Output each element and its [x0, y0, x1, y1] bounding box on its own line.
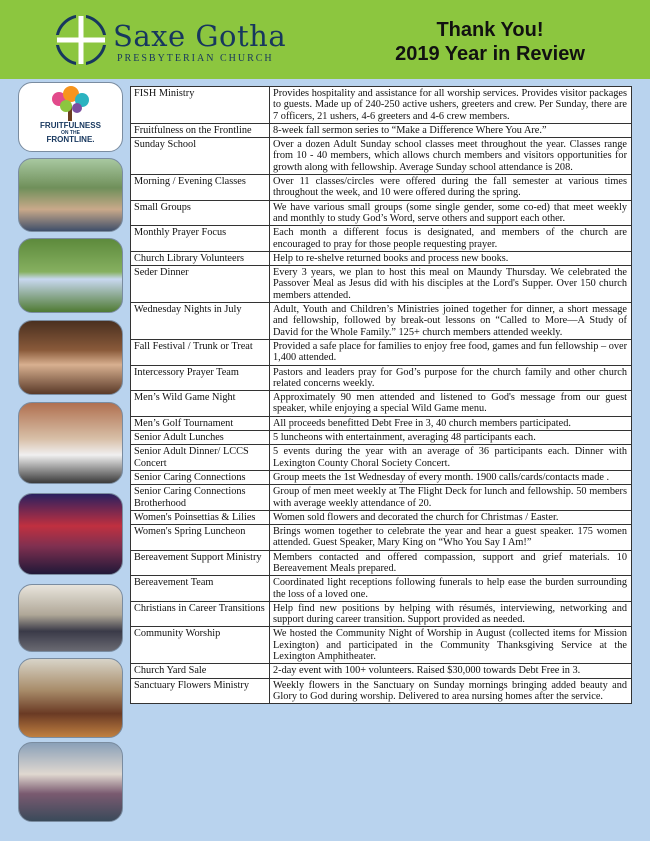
logo-text-1: FRUITFULNESS — [40, 121, 101, 130]
table-row — [131, 576, 632, 602]
ministry-description: Help to re-shelve returned books and process new books. — [270, 251, 632, 265]
ministry-name: Wednesday Nights in July — [131, 303, 270, 340]
table-row — [131, 303, 632, 340]
ministry-name: Senior Caring Connections — [131, 470, 270, 484]
title-line-2: 2019 Year in Review — [395, 43, 585, 65]
ministry-name: Church Yard Sale — [131, 664, 270, 678]
table-row — [131, 525, 632, 551]
ministry-description: Pastors and leaders pray for God’s purpose for the church family and other church related concerns weekly. — [270, 365, 632, 391]
ministry-name: Morning / Evening Classes — [131, 175, 270, 201]
sunday-school-photo — [18, 158, 123, 232]
ministry-description: 2-day event with 100+ volunteers. Raised $30,000 towards Debt Free in 3. — [270, 664, 632, 678]
youth-group-photo — [18, 402, 123, 484]
ministry-name: Women's Spring Luncheon — [131, 525, 270, 551]
table-row — [131, 251, 632, 265]
ministry-description: Approximately 90 men attended and listened to God's message from our guest speaker, while enjoying a special Wild Game menu. — [270, 391, 632, 417]
ministry-description: Group of men meet weekly at The Flight Deck for lunch and fellowship. 50 members with average weekly attendance of 20. — [270, 485, 632, 511]
logo-text-2: ON THE — [61, 129, 80, 136]
table-row — [131, 200, 632, 226]
ministry-name: Sunday School — [131, 138, 270, 175]
church-subtitle: PRESBYTERIAN CHURCH — [117, 53, 274, 64]
seder-dinner-photo — [18, 320, 123, 395]
ministry-name: Sanctuary Flowers Ministry — [131, 678, 270, 704]
ministry-description: Over 11 classes/circles were offered during the fall semester at various times throughout the week, and 10 were offered during the spring. — [270, 175, 632, 201]
ministry-description: All proceeds benefitted Debt Free in 3, 40 church members participated. — [270, 416, 632, 430]
ministry-name: FISH Ministry — [131, 87, 270, 124]
ministry-name: Women's Poinsettias & Lilies — [131, 510, 270, 524]
fruitfulness-logo-image — [18, 82, 123, 152]
ministry-description: Members contacted and offered compassion, support and grief materials. 10 Bereavement Meals prepared. — [270, 550, 632, 576]
table-row — [131, 678, 632, 704]
ministry-name: Men’s Golf Tournament — [131, 416, 270, 430]
cross-logo-icon — [55, 14, 107, 66]
ministry-description: Brings women together to celebrate the year and hear a guest speaker. 175 women attended. Guest Speaker, Mary King on “Who You Say I Am!” — [270, 525, 632, 551]
table-row — [131, 664, 632, 678]
ministry-name: Fruitfulness on the Frontline — [131, 123, 270, 137]
ministry-name: Bereavement Support Ministry — [131, 550, 270, 576]
flowers-ministry-photo — [18, 742, 123, 822]
ministry-name: Senior Adult Dinner/ LCCS Concert — [131, 445, 270, 471]
senior-group-photo — [18, 584, 123, 652]
ministry-description: We have various small groups (some single gender, some co-ed) that meet weekly and monthly to study God’s Word, serve others and support each other. — [270, 200, 632, 226]
page-title — [330, 18, 650, 66]
wild-game-night-photo — [18, 493, 123, 575]
table-row — [131, 87, 632, 124]
table-row — [131, 123, 632, 137]
ministry-description: Adult, Youth and Children’s Ministries joined together for dinner, a short message and fellowship, followed by break-out lessons on “Called to More—A Study of David for the Whole Family.” 125+ church members attended weekly. — [270, 303, 632, 340]
table-row — [131, 391, 632, 417]
ministry-description: Weekly flowers in the Sanctuary on Sunday mornings bringing added beauty and Glory to God during worship. Delivered to area nursing homes after the service. — [270, 678, 632, 704]
ministry-name: Community Worship — [131, 627, 270, 664]
header-banner — [0, 0, 650, 79]
table-row — [131, 431, 632, 445]
ministry-name: Church Library Volunteers — [131, 251, 270, 265]
table-row — [131, 266, 632, 303]
ministry-description: Coordinated light receptions following funerals to help ease the burden surrounding the loss of a loved one. — [270, 576, 632, 602]
table-row — [131, 138, 632, 175]
ministry-description: 5 events during the year with an average of 36 participants each. Dinner with Lexington County Choral Society Concert. — [270, 445, 632, 471]
table-row — [131, 601, 632, 627]
table-row — [131, 175, 632, 201]
table-row — [131, 470, 632, 484]
table-row — [131, 416, 632, 430]
table-row — [131, 510, 632, 524]
table-row — [131, 485, 632, 511]
table-row — [131, 226, 632, 252]
table-row — [131, 445, 632, 471]
ministry-name: Intercessory Prayer Team — [131, 365, 270, 391]
ministry-description: Group meets the 1st Wednesday of every month. 1900 calls/cards/contacts made . — [270, 470, 632, 484]
logo-text-3: FRONTLINE. — [46, 134, 95, 144]
ministry-description: Provides hospitality and assistance for all worship services. Provides visitor packages to guests. Made up of 240-250 active ushers, greeters and crew. Per Sunday, there are 7 officers, 21 ushers, 4-6 greeters and 4-6 crew members. — [270, 87, 632, 124]
ministry-name: Monthly Prayer Focus — [131, 226, 270, 252]
ministry-description: Help find new positions by helping with résumés, interviewing, networking and support during career transition. Support provided as needed. — [270, 601, 632, 627]
ministry-description: Provided a safe place for families to enjoy free food, games and fun fellowship – over 1,400 attended. — [270, 339, 632, 365]
ministry-name: Men’s Wild Game Night — [131, 391, 270, 417]
ministry-description: Over a dozen Adult Sunday school classes meet throughout the year. Classes range from 10 - 40 members, which allows church members and visitors opportunities for growth along with fellowship. Average Sunday school attendance is 208. — [270, 138, 632, 175]
table-row — [131, 627, 632, 664]
title-line-1: Thank You! — [436, 19, 544, 41]
ministry-table — [130, 86, 632, 704]
small-group-photo — [18, 238, 123, 313]
worship-service-photo — [18, 658, 123, 738]
ministry-description: Each month a different focus is designated, and members of the church are encouraged to pray for those people requesting prayer. — [270, 226, 632, 252]
ministry-name: Bereavement Team — [131, 576, 270, 602]
ministry-name: Fall Festival / Trunk or Treat — [131, 339, 270, 365]
table-row — [131, 339, 632, 365]
church-name: Saxe Gotha — [113, 19, 287, 53]
ministry-name: Seder Dinner — [131, 266, 270, 303]
ministry-description: Women sold flowers and decorated the church for Christmas / Easter. — [270, 510, 632, 524]
ministry-name: Senior Caring Connections Brotherhood — [131, 485, 270, 511]
ministry-description: We hosted the Community Night of Worship in August (collected items for Mission Lexington) and participated in the Community Thanksgiving Service at the Lexington Amphitheater. — [270, 627, 632, 664]
ministry-name: Senior Adult Lunches — [131, 431, 270, 445]
table-row — [131, 365, 632, 391]
ministry-name: Small Groups — [131, 200, 270, 226]
table-row — [131, 550, 632, 576]
ministry-description: 8-week fall sermon series to “Make a Difference Where You Are.” — [270, 123, 632, 137]
ministry-name: Christians in Career Transitions — [131, 601, 270, 627]
ministry-description: 5 luncheons with entertainment, averaging 48 participants each. — [270, 431, 632, 445]
ministry-description: Every 3 years, we plan to host this meal on Maundy Thursday. We celebrated the Passover Meal as Jesus did with his disciples at the Lord's Supper. Over 150 church members attended. — [270, 266, 632, 303]
